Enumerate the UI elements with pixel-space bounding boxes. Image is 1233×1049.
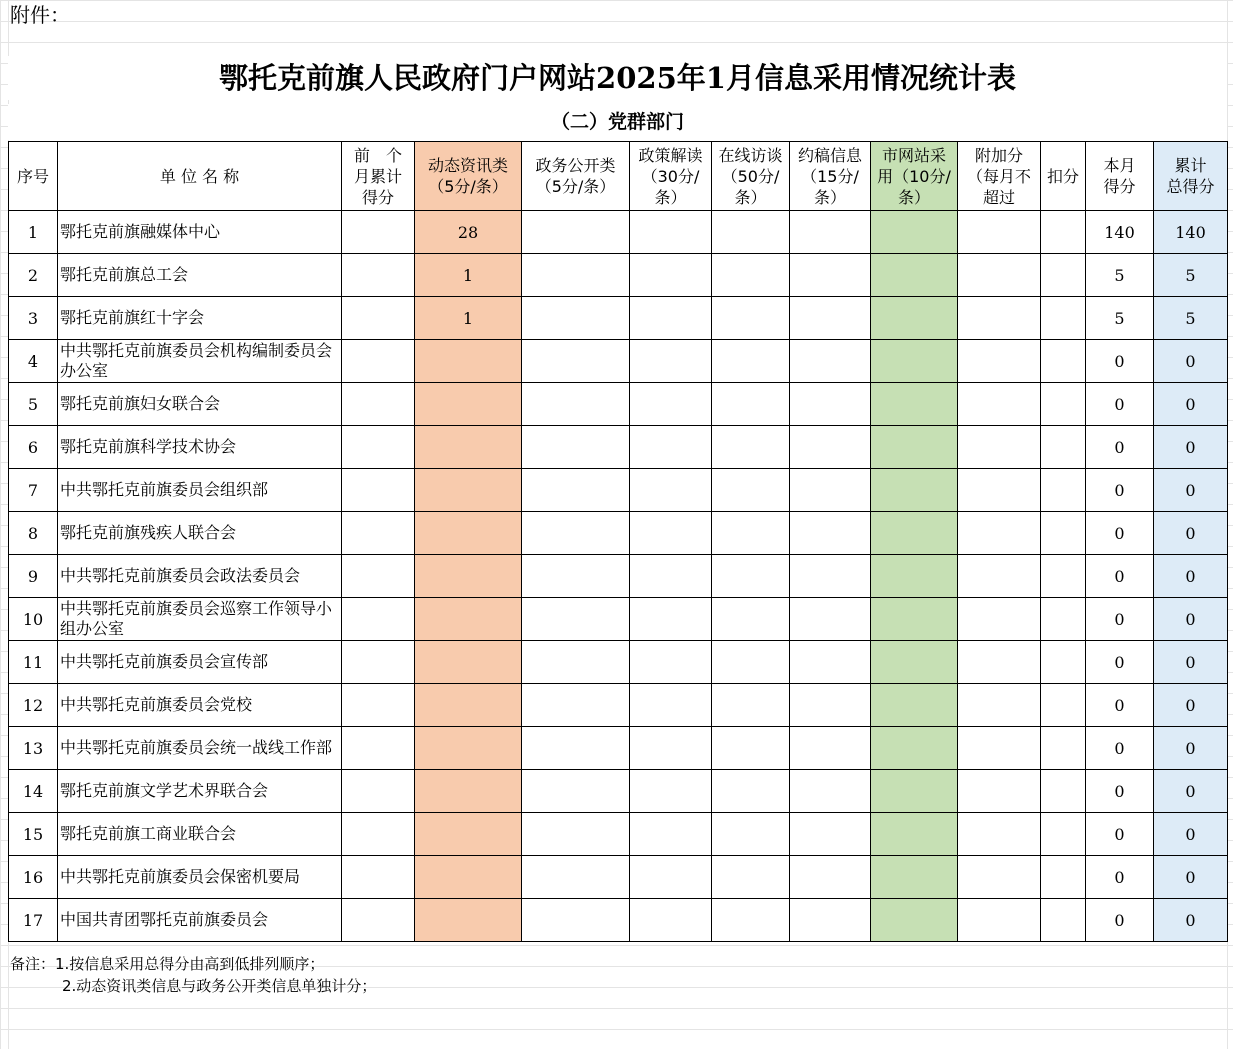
cell-city bbox=[871, 727, 958, 770]
cell-bonus bbox=[958, 684, 1041, 727]
cell-city bbox=[871, 469, 958, 512]
cell-city bbox=[871, 254, 958, 297]
cell-gov bbox=[522, 641, 630, 684]
cell-online bbox=[712, 899, 790, 942]
cell-city bbox=[871, 813, 958, 856]
cell-total: 0 bbox=[1154, 512, 1228, 555]
cell-bonus bbox=[958, 383, 1041, 426]
cell-dynamic bbox=[415, 856, 522, 899]
cell-bonus bbox=[958, 770, 1041, 813]
cell-online bbox=[712, 469, 790, 512]
cell-gov bbox=[522, 813, 630, 856]
cell-prev bbox=[342, 426, 415, 469]
cell-city bbox=[871, 211, 958, 254]
cell-month: 0 bbox=[1086, 813, 1154, 856]
cell-city bbox=[871, 684, 958, 727]
table-body bbox=[9, 211, 1228, 942]
cell-total: 0 bbox=[1154, 813, 1228, 856]
cell-deduct bbox=[1041, 899, 1086, 942]
cell-city bbox=[871, 770, 958, 813]
cell-prev bbox=[342, 469, 415, 512]
cell-name: 鄂托克前旗融媒体中心 bbox=[58, 211, 342, 254]
cell-seq: 5 bbox=[9, 383, 58, 426]
cell-month: 0 bbox=[1086, 856, 1154, 899]
cell-policy bbox=[630, 426, 712, 469]
cell-month: 0 bbox=[1086, 383, 1154, 426]
cell-gov bbox=[522, 211, 630, 254]
cell-deduct bbox=[1041, 555, 1086, 598]
cell-dynamic bbox=[415, 383, 522, 426]
cell-policy bbox=[630, 211, 712, 254]
cell-invited bbox=[790, 770, 871, 813]
cell-dynamic bbox=[415, 770, 522, 813]
cell-deduct bbox=[1041, 684, 1086, 727]
cell-month: 0 bbox=[1086, 684, 1154, 727]
cell-bonus bbox=[958, 555, 1041, 598]
cell-name: 中国共青团鄂托克前旗委员会 bbox=[58, 899, 342, 942]
table-row bbox=[9, 469, 1228, 512]
cell-deduct bbox=[1041, 340, 1086, 383]
cell-online bbox=[712, 512, 790, 555]
cell-prev bbox=[342, 297, 415, 340]
cell-invited bbox=[790, 512, 871, 555]
cell-name: 中共鄂托克前旗委员会巡察工作领导小组办公室 bbox=[58, 598, 342, 641]
cell-seq: 17 bbox=[9, 899, 58, 942]
cell-seq: 2 bbox=[9, 254, 58, 297]
table-row bbox=[9, 254, 1228, 297]
cell-gov bbox=[522, 254, 630, 297]
cell-month: 0 bbox=[1086, 340, 1154, 383]
cell-dynamic bbox=[415, 340, 522, 383]
header-city bbox=[871, 142, 958, 211]
cell-policy bbox=[630, 856, 712, 899]
cell-gov bbox=[522, 383, 630, 426]
table-row bbox=[9, 426, 1228, 469]
cell-prev bbox=[342, 899, 415, 942]
cell-seq: 11 bbox=[9, 641, 58, 684]
cell-policy bbox=[630, 297, 712, 340]
cell-deduct bbox=[1041, 512, 1086, 555]
cell-seq: 7 bbox=[9, 469, 58, 512]
cell-policy bbox=[630, 727, 712, 770]
cell-policy bbox=[630, 254, 712, 297]
cell-invited bbox=[790, 813, 871, 856]
cell-policy bbox=[630, 899, 712, 942]
cell-gov bbox=[522, 727, 630, 770]
cell-seq: 9 bbox=[9, 555, 58, 598]
cell-prev bbox=[342, 598, 415, 641]
cell-month: 140 bbox=[1086, 211, 1154, 254]
cell-total: 0 bbox=[1154, 770, 1228, 813]
cell-name: 中共鄂托克前旗委员会政法委员会 bbox=[58, 555, 342, 598]
cell-online bbox=[712, 426, 790, 469]
cell-bonus bbox=[958, 813, 1041, 856]
cell-online bbox=[712, 598, 790, 641]
cell-invited bbox=[790, 555, 871, 598]
cell-deduct bbox=[1041, 211, 1086, 254]
cell-policy bbox=[630, 684, 712, 727]
cell-city bbox=[871, 856, 958, 899]
cell-deduct bbox=[1041, 813, 1086, 856]
header-dynamic-label: 动态资讯类 （5分/条） bbox=[427, 156, 508, 196]
cell-invited bbox=[790, 727, 871, 770]
cell-bonus bbox=[958, 856, 1041, 899]
cell-online bbox=[712, 340, 790, 383]
header-online-label: 在线访谈 （50分/ 条） bbox=[718, 145, 783, 207]
cell-dynamic bbox=[415, 727, 522, 770]
header-total-label: 累计 总得分 bbox=[1166, 156, 1215, 196]
header-prev bbox=[342, 142, 415, 211]
notes bbox=[10, 953, 376, 997]
note-line-1: 备注：1.按信息采用总得分由高到低排列顺序； bbox=[10, 955, 325, 973]
cell-name: 鄂托克前旗残疾人联合会 bbox=[58, 512, 342, 555]
cell-deduct bbox=[1041, 727, 1086, 770]
note-line-2: 2.动态资讯类信息与政务公开类信息单独计分； bbox=[62, 977, 377, 995]
cell-name: 鄂托克前旗妇女联合会 bbox=[58, 383, 342, 426]
header-month bbox=[1086, 142, 1154, 211]
cell-city bbox=[871, 426, 958, 469]
header-deduct-label: 扣分 bbox=[1046, 166, 1079, 186]
table-row bbox=[9, 211, 1228, 254]
table-row bbox=[9, 297, 1228, 340]
cell-prev bbox=[342, 211, 415, 254]
header-deduct bbox=[1041, 142, 1086, 211]
cell-invited bbox=[790, 211, 871, 254]
header-seq bbox=[9, 142, 58, 211]
cell-online bbox=[712, 211, 790, 254]
cell-invited bbox=[790, 426, 871, 469]
header-gov-label: 政务公开类 （5分/条） bbox=[535, 156, 616, 196]
table-row bbox=[9, 641, 1228, 684]
cell-name: 中共鄂托克前旗委员会保密机要局 bbox=[58, 856, 342, 899]
cell-name: 鄂托克前旗科学技术协会 bbox=[58, 426, 342, 469]
cell-seq: 8 bbox=[9, 512, 58, 555]
cell-seq: 12 bbox=[9, 684, 58, 727]
cell-bonus bbox=[958, 727, 1041, 770]
cell-invited bbox=[790, 383, 871, 426]
cell-prev bbox=[342, 684, 415, 727]
table-row bbox=[9, 598, 1228, 641]
cell-month: 0 bbox=[1086, 641, 1154, 684]
cell-dynamic bbox=[415, 469, 522, 512]
header-total bbox=[1154, 142, 1228, 211]
cell-policy bbox=[630, 770, 712, 813]
cell-dynamic: 1 bbox=[415, 254, 522, 297]
cell-gov bbox=[522, 340, 630, 383]
cell-online bbox=[712, 727, 790, 770]
cell-bonus bbox=[958, 426, 1041, 469]
cell-total: 0 bbox=[1154, 555, 1228, 598]
header-name-label: 单 位 名 称 bbox=[159, 166, 240, 186]
cell-prev bbox=[342, 813, 415, 856]
cell-deduct bbox=[1041, 856, 1086, 899]
cell-city bbox=[871, 555, 958, 598]
table-row bbox=[9, 813, 1228, 856]
table-row bbox=[9, 383, 1228, 426]
cell-deduct bbox=[1041, 254, 1086, 297]
cell-bonus bbox=[958, 598, 1041, 641]
header-policy-label: 政策解读 （30分/ 条） bbox=[638, 145, 703, 207]
cell-city bbox=[871, 297, 958, 340]
cell-gov bbox=[522, 856, 630, 899]
cell-bonus bbox=[958, 899, 1041, 942]
cell-deduct bbox=[1041, 426, 1086, 469]
cell-gov bbox=[522, 512, 630, 555]
cell-invited bbox=[790, 297, 871, 340]
cell-prev bbox=[342, 340, 415, 383]
cell-gov bbox=[522, 770, 630, 813]
cell-deduct bbox=[1041, 469, 1086, 512]
cell-month: 0 bbox=[1086, 555, 1154, 598]
cell-total: 140 bbox=[1154, 211, 1228, 254]
cell-seq: 10 bbox=[9, 598, 58, 641]
cell-dynamic: 1 bbox=[415, 297, 522, 340]
cell-policy bbox=[630, 555, 712, 598]
cell-month: 0 bbox=[1086, 512, 1154, 555]
cell-online bbox=[712, 383, 790, 426]
table-row bbox=[9, 555, 1228, 598]
cell-seq: 4 bbox=[9, 340, 58, 383]
cell-invited bbox=[790, 469, 871, 512]
cell-prev bbox=[342, 856, 415, 899]
cell-bonus bbox=[958, 211, 1041, 254]
cell-dynamic bbox=[415, 598, 522, 641]
cell-online bbox=[712, 813, 790, 856]
header-invited bbox=[790, 142, 871, 211]
cell-total: 0 bbox=[1154, 383, 1228, 426]
cell-gov bbox=[522, 899, 630, 942]
cell-policy bbox=[630, 469, 712, 512]
cell-online bbox=[712, 254, 790, 297]
cell-dynamic bbox=[415, 899, 522, 942]
cell-name: 中共鄂托克前旗委员会宣传部 bbox=[58, 641, 342, 684]
cell-policy bbox=[630, 383, 712, 426]
cell-month: 0 bbox=[1086, 598, 1154, 641]
cell-gov bbox=[522, 297, 630, 340]
cell-bonus bbox=[958, 469, 1041, 512]
header-invited-label: 约稿信息 （15分/ 条） bbox=[797, 145, 862, 207]
cell-total: 0 bbox=[1154, 426, 1228, 469]
cell-name: 鄂托克前旗工商业联合会 bbox=[58, 813, 342, 856]
cell-invited bbox=[790, 684, 871, 727]
cell-dynamic bbox=[415, 426, 522, 469]
cell-dynamic bbox=[415, 813, 522, 856]
table-row bbox=[9, 512, 1228, 555]
header-prev-label: 前 个 月累计 得分 bbox=[353, 145, 402, 207]
cell-gov bbox=[522, 555, 630, 598]
cell-month: 5 bbox=[1086, 254, 1154, 297]
cell-policy bbox=[630, 512, 712, 555]
cell-total: 5 bbox=[1154, 297, 1228, 340]
cell-name: 鄂托克前旗文学艺术界联合会 bbox=[58, 770, 342, 813]
section-subtitle: （二）党群部门 bbox=[8, 104, 1227, 140]
cell-bonus bbox=[958, 297, 1041, 340]
cell-online bbox=[712, 770, 790, 813]
cell-month: 0 bbox=[1086, 770, 1154, 813]
cell-name: 中共鄂托克前旗委员会党校 bbox=[58, 684, 342, 727]
header-policy bbox=[630, 142, 712, 211]
cell-total: 0 bbox=[1154, 598, 1228, 641]
cell-seq: 13 bbox=[9, 727, 58, 770]
cell-policy bbox=[630, 598, 712, 641]
table-row bbox=[9, 684, 1228, 727]
cell-name: 中共鄂托克前旗委员会统一战线工作部 bbox=[58, 727, 342, 770]
cell-dynamic bbox=[415, 512, 522, 555]
table-row bbox=[9, 770, 1228, 813]
cell-online bbox=[712, 684, 790, 727]
cell-online bbox=[712, 555, 790, 598]
cell-prev bbox=[342, 555, 415, 598]
cell-total: 0 bbox=[1154, 684, 1228, 727]
cell-online bbox=[712, 856, 790, 899]
cell-prev bbox=[342, 770, 415, 813]
cell-total: 0 bbox=[1154, 727, 1228, 770]
cell-dynamic bbox=[415, 684, 522, 727]
cell-city bbox=[871, 383, 958, 426]
cell-invited bbox=[790, 641, 871, 684]
cell-prev bbox=[342, 254, 415, 297]
cell-month: 0 bbox=[1086, 426, 1154, 469]
cell-bonus bbox=[958, 512, 1041, 555]
cell-prev bbox=[342, 383, 415, 426]
cell-city bbox=[871, 598, 958, 641]
cell-online bbox=[712, 297, 790, 340]
cell-seq: 14 bbox=[9, 770, 58, 813]
cell-bonus bbox=[958, 254, 1041, 297]
table-row bbox=[9, 856, 1228, 899]
cell-invited bbox=[790, 899, 871, 942]
cell-total: 0 bbox=[1154, 469, 1228, 512]
cell-dynamic bbox=[415, 555, 522, 598]
header-bonus bbox=[958, 142, 1041, 211]
cell-policy bbox=[630, 340, 712, 383]
cell-invited bbox=[790, 598, 871, 641]
cell-online bbox=[712, 641, 790, 684]
cell-name: 鄂托克前旗红十字会 bbox=[58, 297, 342, 340]
cell-seq: 16 bbox=[9, 856, 58, 899]
cell-total: 5 bbox=[1154, 254, 1228, 297]
cell-seq: 6 bbox=[9, 426, 58, 469]
cell-deduct bbox=[1041, 598, 1086, 641]
cell-deduct bbox=[1041, 770, 1086, 813]
cell-prev bbox=[342, 727, 415, 770]
attachment-label: 附件： bbox=[10, 3, 70, 27]
cell-policy bbox=[630, 813, 712, 856]
cell-gov bbox=[522, 684, 630, 727]
table-row bbox=[9, 340, 1228, 383]
header-bonus-label: 附加分 （每月不 超过 bbox=[966, 145, 1031, 207]
cell-invited bbox=[790, 340, 871, 383]
cell-city bbox=[871, 340, 958, 383]
cell-month: 0 bbox=[1086, 469, 1154, 512]
header-row bbox=[9, 142, 1228, 211]
header-month-label: 本月 得分 bbox=[1103, 156, 1136, 196]
table-row bbox=[9, 899, 1228, 942]
header-gov bbox=[522, 142, 630, 211]
cell-seq: 15 bbox=[9, 813, 58, 856]
cell-prev bbox=[342, 512, 415, 555]
cell-deduct bbox=[1041, 383, 1086, 426]
page-title: 鄂托克前旗人民政府门户网站2025年1月信息采用情况统计表 bbox=[8, 56, 1227, 100]
cell-total: 0 bbox=[1154, 899, 1228, 942]
cell-bonus bbox=[958, 340, 1041, 383]
cell-gov bbox=[522, 598, 630, 641]
cell-policy bbox=[630, 641, 712, 684]
cell-seq: 3 bbox=[9, 297, 58, 340]
header-name bbox=[58, 142, 342, 211]
cell-dynamic bbox=[415, 641, 522, 684]
cell-invited bbox=[790, 254, 871, 297]
table-row bbox=[9, 727, 1228, 770]
cell-name: 鄂托克前旗总工会 bbox=[58, 254, 342, 297]
cell-dynamic: 28 bbox=[415, 211, 522, 254]
cell-city bbox=[871, 512, 958, 555]
cell-seq: 1 bbox=[9, 211, 58, 254]
header-seq-label: 序号 bbox=[16, 166, 49, 186]
cell-name: 中共鄂托克前旗委员会机构编制委员会办公室 bbox=[58, 340, 342, 383]
cell-deduct bbox=[1041, 641, 1086, 684]
cell-total: 0 bbox=[1154, 340, 1228, 383]
cell-month: 0 bbox=[1086, 899, 1154, 942]
cell-deduct bbox=[1041, 297, 1086, 340]
cell-prev bbox=[342, 641, 415, 684]
cell-city bbox=[871, 641, 958, 684]
score-table bbox=[8, 141, 1228, 942]
cell-month: 0 bbox=[1086, 727, 1154, 770]
cell-name: 中共鄂托克前旗委员会组织部 bbox=[58, 469, 342, 512]
cell-city bbox=[871, 899, 958, 942]
header-dynamic bbox=[415, 142, 522, 211]
header-city-label: 市网站采 用（10分/ 条） bbox=[877, 145, 951, 207]
cell-month: 5 bbox=[1086, 297, 1154, 340]
header-online bbox=[712, 142, 790, 211]
cell-gov bbox=[522, 426, 630, 469]
cell-total: 0 bbox=[1154, 641, 1228, 684]
cell-bonus bbox=[958, 641, 1041, 684]
cell-invited bbox=[790, 856, 871, 899]
cell-gov bbox=[522, 469, 630, 512]
cell-total: 0 bbox=[1154, 856, 1228, 899]
